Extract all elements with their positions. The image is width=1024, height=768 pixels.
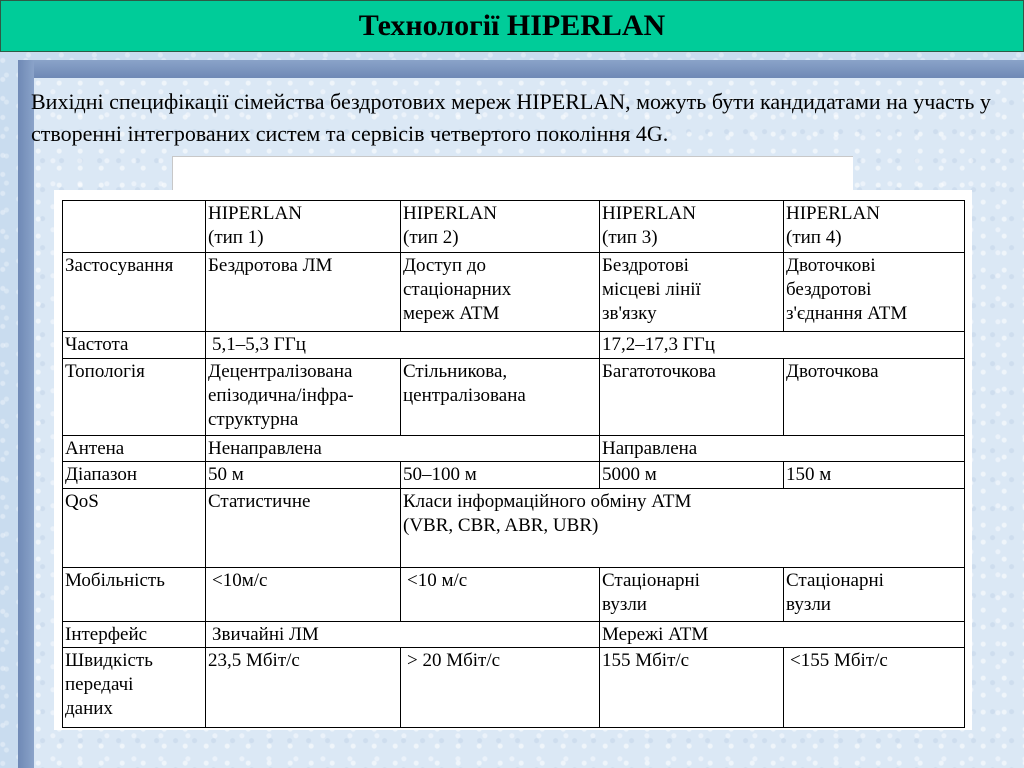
speed-type4: <155 Мбіт/с	[784, 648, 965, 728]
row-speed	[63, 648, 965, 728]
row-label-qos: QoS	[63, 489, 206, 568]
interface-types34: Мережі ATM	[600, 622, 965, 648]
topology-type1: Децентралізована епізодична/інфра- структурна	[206, 359, 401, 436]
row-label-range: Діапазон	[63, 462, 206, 489]
range-type4: 150 м	[784, 462, 965, 489]
row-label-topology: Топологія	[63, 359, 206, 436]
frame-top-border	[18, 60, 1024, 78]
frequency-types12: 5,1–5,3 ГГц	[206, 332, 600, 359]
slide-title: Технології HIPERLAN	[358, 9, 666, 42]
application-type1: Бездротова ЛМ	[206, 253, 401, 332]
topology-type3: Багатоточкова	[600, 359, 784, 436]
header-corner-cell	[63, 201, 206, 253]
application-type3: Бездротові місцеві лінії зв'язку	[600, 253, 784, 332]
frame-left-border	[18, 60, 34, 768]
slide-title-bar	[0, 0, 1024, 52]
hiperlan-spec-table	[62, 200, 965, 728]
header-type3: HIPERLAN (тип 3)	[600, 201, 784, 253]
header-type1: HIPERLAN (тип 1)	[206, 201, 401, 253]
qos-type1: Статистичне	[206, 489, 401, 568]
speed-type2: > 20 Мбіт/с	[401, 648, 600, 728]
row-label-antenna: Антена	[63, 436, 206, 462]
mobility-type2: <10 м/с	[401, 568, 600, 622]
application-type2: Доступ до стаціонарних мереж ATM	[401, 253, 600, 332]
row-label-speed: Швидкість передачі даних	[63, 648, 206, 728]
row-label-interface: Інтерфейс	[63, 622, 206, 648]
speed-type3: 155 Мбіт/с	[600, 648, 784, 728]
mobility-type3: Стаціонарні вузли	[600, 568, 784, 622]
row-qos	[63, 489, 965, 568]
range-type1: 50 м	[206, 462, 401, 489]
row-label-mobility: Мобільність	[63, 568, 206, 622]
header-type4: HIPERLAN (тип 4)	[784, 201, 965, 253]
interface-types12: Звичайні ЛМ	[206, 622, 600, 648]
mobility-type4: Стаціонарні вузли	[784, 568, 965, 622]
topology-type2: Стільникова, централізована	[401, 359, 600, 436]
frequency-types34: 17,2–17,3 ГГц	[600, 332, 965, 359]
row-label-frequency: Частота	[63, 332, 206, 359]
header-type2: HIPERLAN (тип 2)	[401, 201, 600, 253]
antenna-types12: Ненаправлена	[206, 436, 600, 462]
row-antenna	[63, 436, 965, 462]
application-type4: Двоточкові бездротові з'єднання ATM	[784, 253, 965, 332]
range-type3: 5000 м	[600, 462, 784, 489]
range-type2: 50–100 м	[401, 462, 600, 489]
row-application	[63, 253, 965, 332]
row-frequency	[63, 332, 965, 359]
speed-type1: 23,5 Мбіт/с	[206, 648, 401, 728]
antenna-types34: Направлена	[600, 436, 965, 462]
row-interface	[63, 622, 965, 648]
row-label-application: Застосування	[63, 253, 206, 332]
topology-type4: Двоточкова	[784, 359, 965, 436]
row-range	[63, 462, 965, 489]
mobility-type1: <10м/с	[206, 568, 401, 622]
table-image-top-edge	[172, 156, 853, 191]
row-topology	[63, 359, 965, 436]
table-header-row	[63, 201, 965, 253]
row-mobility	[63, 568, 965, 622]
qos-types234: Класи інформаційного обміну ATM (VBR, CBR, ABR, UBR)	[401, 489, 965, 568]
intro-paragraph: Вихідні специфікації сімейства бездротових мереж HIPERLAN, можуть бути кандидатами на участь у створенні інтегрованих систем та сервісів четвертого покоління 4G.	[31, 89, 991, 146]
